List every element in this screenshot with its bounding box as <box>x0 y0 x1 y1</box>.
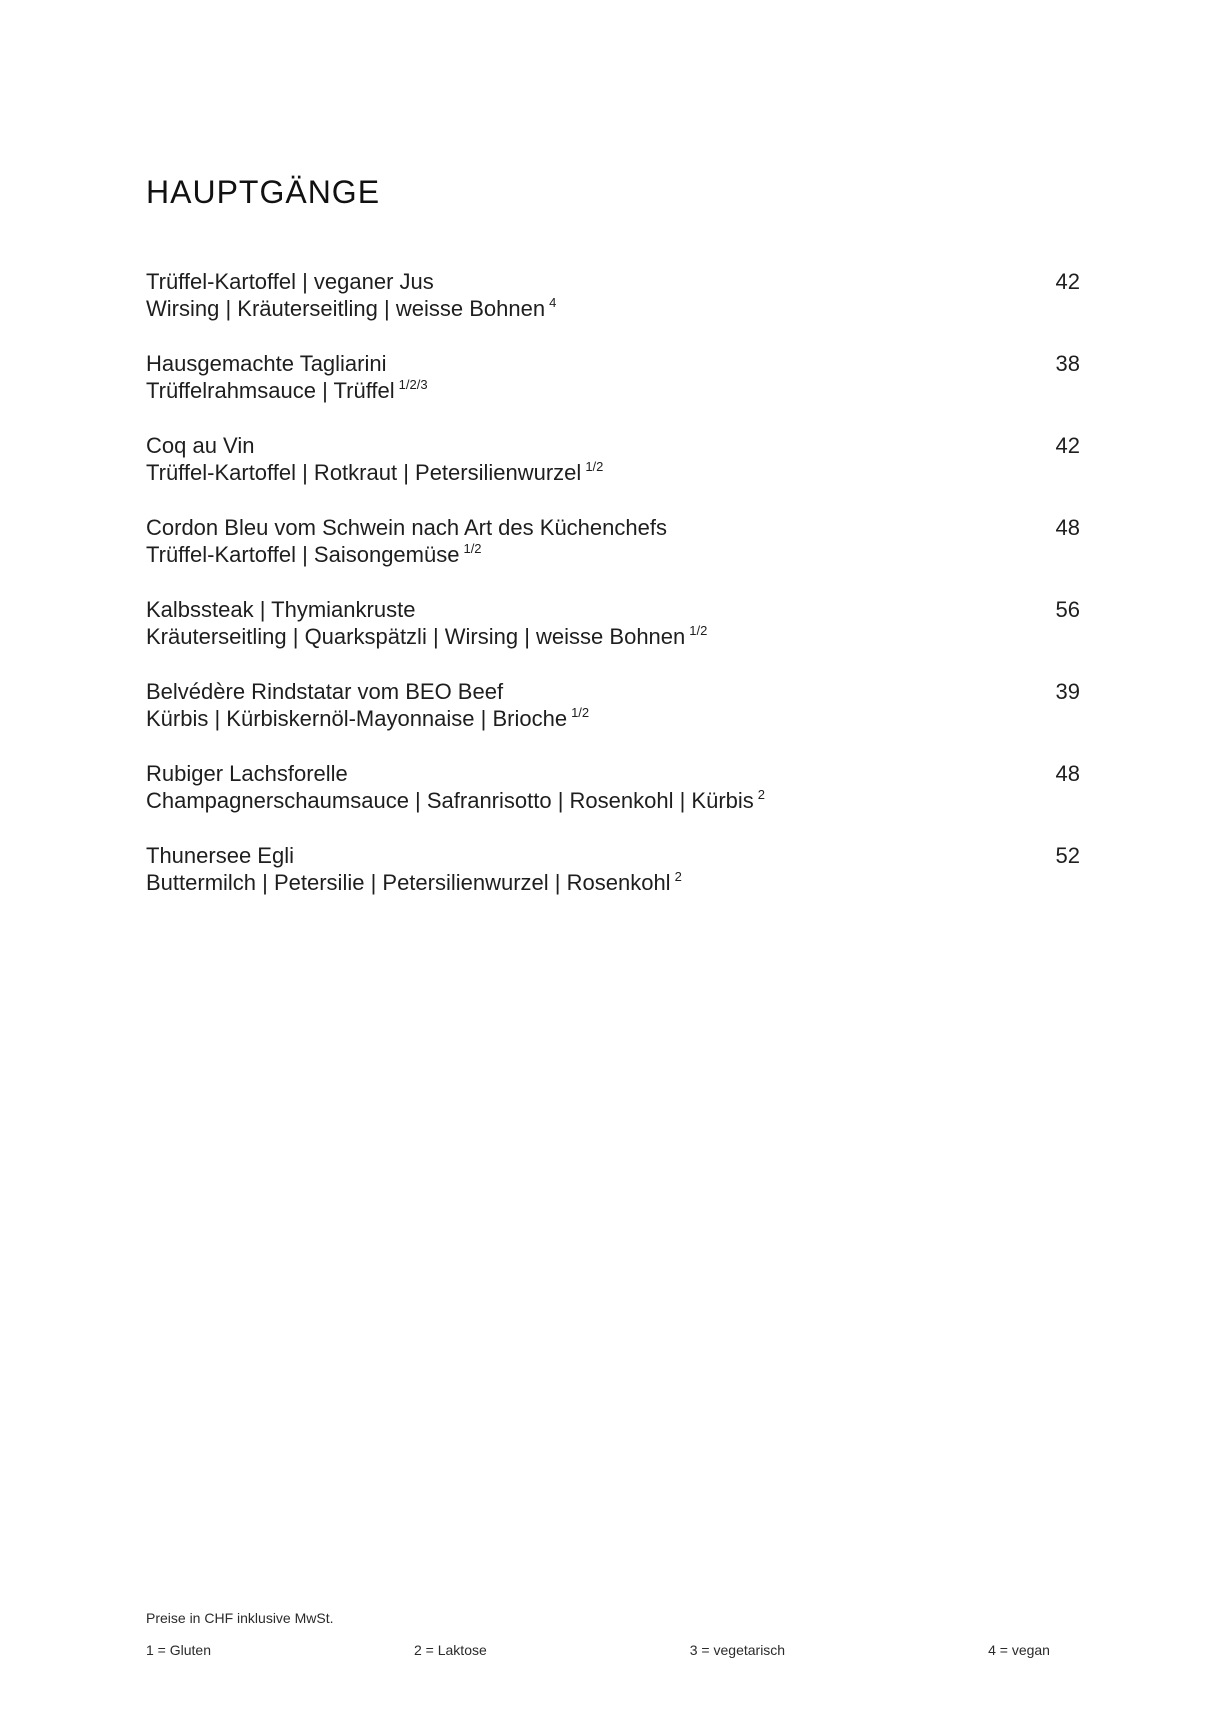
dish-price: 42 <box>1055 433 1080 458</box>
dish-sides-text: Trüffel-Kartoffel | Rotkraut | Petersilienwurzel <box>146 460 582 485</box>
footer <box>146 1610 1050 1658</box>
allergen-note: 4 <box>549 295 557 310</box>
dish-sides-text: Champagnerschaumsauce | Safranrisotto | Rosenkohl | Kürbis <box>146 788 754 813</box>
menu-item <box>146 678 1080 760</box>
allergen-note: 1/2/3 <box>398 377 428 392</box>
allergen-note: 1/2 <box>463 541 482 556</box>
dish-sides <box>146 459 1080 486</box>
dish-sides-text: Trüffel-Kartoffel | Saisongemüse <box>146 542 460 567</box>
dish-name: Thunersee Egli <box>146 843 294 868</box>
allergen-note: 1/2 <box>585 459 604 474</box>
page-title: HAUPTGÄNGE <box>146 174 381 210</box>
menu-item <box>146 596 1080 678</box>
dish-name: Cordon Bleu vom Schwein nach Art des Küchenchefs <box>146 515 667 540</box>
dish-sides-text: Kürbis | Kürbiskernöl-Mayonnaise | Brioche <box>146 706 568 731</box>
dish-sides <box>146 869 1080 896</box>
menu-item <box>146 514 1080 596</box>
dish-name: Coq au Vin <box>146 433 255 458</box>
menu-item <box>146 760 1080 842</box>
price-note: Preise in CHF inklusive MwSt. <box>146 1610 334 1626</box>
dish-sides-text: Wirsing | Kräuterseitling | weisse Bohnen <box>146 296 546 321</box>
dish-sides <box>146 295 1080 322</box>
dish-sides <box>146 705 1080 732</box>
dish-sides <box>146 787 1080 814</box>
dish-name: Kalbssteak | Thymiankruste <box>146 597 416 622</box>
dish-price: 42 <box>1055 269 1080 294</box>
dish-sides-text: Trüffelrahmsauce | Trüffel <box>146 378 395 403</box>
menu-list <box>146 268 1080 924</box>
legend-item-vegan: 4 = vegan <box>988 1642 1050 1658</box>
dish-price: 52 <box>1055 843 1080 868</box>
allergen-note: 1/2 <box>571 705 590 720</box>
dish-sides <box>146 623 1080 650</box>
dish-name: Belvédère Rindstatar vom BEO Beef <box>146 679 504 704</box>
dish-price: 38 <box>1055 351 1080 376</box>
dish-name: Trüffel-Kartoffel | veganer Jus <box>146 269 434 294</box>
dish-sides-text: Buttermilch | Petersilie | Petersilienwurzel | Rosenkohl <box>146 870 671 895</box>
menu-item <box>146 350 1080 432</box>
dish-sides <box>146 377 1080 404</box>
allergen-note: 2 <box>674 869 682 884</box>
dish-price: 56 <box>1055 597 1080 622</box>
dish-sides-text: Kräuterseitling | Quarkspätzli | Wirsing | weisse Bohnen <box>146 624 686 649</box>
dish-sides <box>146 541 1080 568</box>
allergen-legend <box>146 1642 1050 1658</box>
menu-item <box>146 268 1080 350</box>
legend-item-gluten: 1 = Gluten <box>146 1642 211 1658</box>
menu-item <box>146 842 1080 924</box>
dish-price: 48 <box>1055 515 1080 540</box>
dish-price: 48 <box>1055 761 1080 786</box>
legend-item-vegetarisch: 3 = vegetarisch <box>689 1642 786 1658</box>
dish-name: Rubiger Lachsforelle <box>146 761 348 786</box>
legend-item-laktose: 2 = Laktose <box>413 1642 487 1658</box>
menu-item <box>146 432 1080 514</box>
allergen-note: 2 <box>757 787 766 802</box>
allergen-note: 1/2 <box>689 623 708 638</box>
dish-price: 39 <box>1055 679 1080 704</box>
dish-name: Hausgemachte Tagliarini <box>146 351 387 376</box>
